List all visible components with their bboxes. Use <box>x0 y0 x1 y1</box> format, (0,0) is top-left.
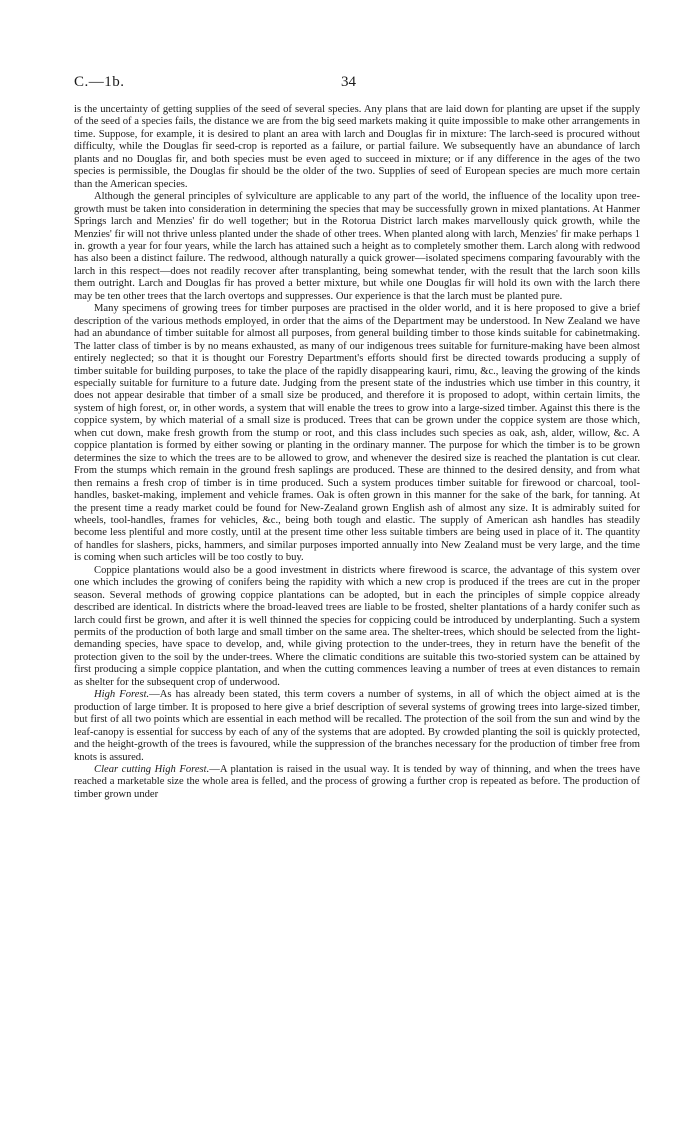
paragraph-text: —As has already been stated, this term covers a number of systems, in all of which the object aimed at is the production of large timber. It is proposed to here give a brief description of several systems of growing trees into large-sized timber, but first of all two points which are essential in each method will be recalled. The protection of the soil from the sun and wind by the leaf-canopy is essential for success by each of any of the systems that are adopted. By crowded planting the soil is quickly protected, and the height-growth of the trees is favoured, while the suppression of the branches necessary for the production of timber free from knots is assured. <box>74 689 640 763</box>
page-header <box>74 74 640 98</box>
paragraph-text: Although the general principles of sylviculture are applicable to any part of the world, the influence of the locality upon tree-growth must be taken into consideration in determining the species that may be successfully grown in mixed plantations. At Hanmer Springs larch and Menzies' fir do well together; but in the Rotorua District larch makes marvellously quick growth, while the Menzies' fir will not thrive unless planted under the shade of other trees. When planted along with larch, Menzies' fir make perhaps 1 in. growth a year for four years, while the larch has attained such a height as to completely smother them. Larch along with redwood has also been a distinct failure. The redwood, although naturally a quick grower—isolated specimens comparing favourably with the larch in this respect—does not readily recover after transplanting, being somewhat tender, with the result that the larch soon kills them outright. Larch and Douglas fir has proved a better mixture, but while one Douglas fir will hold its own with the larch there may be ten other trees that the larch overtops and suppresses. Our experience is that the larch must be planted pure. <box>74 191 640 302</box>
paragraph <box>74 689 640 764</box>
document-body <box>74 104 640 801</box>
paragraph <box>74 191 640 303</box>
section-heading: High Forest. <box>94 689 150 701</box>
paragraph <box>74 565 640 690</box>
paragraph-text: Many specimens of growing trees for timber purposes are practised in the older world, and it is here proposed to give a brief description of the various methods employed, in order that the aims of the Department may be understood. In New Zealand we have had an abundance of timber suitable for almost all purposes, from general building timber to those kinds suitable for cabinetmaking. The latter class of timber is by no means exhausted, as many of our indigenous trees suitable for furniture-making have been almost entirely neglected; so that it is thought our Forestry Department's efforts should first be directed towards producing a supply of timber suitable for building purposes, to take the place of the rapidly disappearing kauri, rimu, &c., leaving the growing of the kinds especially suitable for furniture to a future date. Judging from the present state of the industries which use timber in this country, it does not appear desirable that timber of a small size be produced, and therefore it is proposed to adopt, within certain limits, the system of high forest, or, in other words, a system that will enable the trees to grow into a large-sized timber. Against this there is the coppice system, by which material of a small size is produced. Trees that can be grown under the coppice system are those which, when cut down, make fresh growth from the stump or root, and this class includes such species as oak, ash, alder, willow, &c. A coppice plantation is formed by either sowing or planting in the ordinary manner. The purpose for which the timber is to be grown determines the size to which the trees are to be allowed to grow, and whenever the desired size is reached the plantation is cut clear. From the stumps which remain in the ground fresh saplings are produced. These are thinned to the desired density, and from what then remains a fresh crop of timber is in time produced. Such a system produces timber suitable for firewood or charcoal, tool-handles, basket-making, implement and vehicle frames. Oak is often grown in this manner for the sake of the bark, for tanning. At the present time a ready market could be found for New-Zealand grown English ash of almost any size. It is admirably suited for wheels, tool-handles, frames for vehicles, &c., being both tough and elastic. The supply of American ash handles has steadily become less plentiful and more costly, until at the present time other less suitable timbers are being used in place of it. The quantity of handles for slashers, picks, hammers, and similar purposes imported annually into New Zealand must be very large, and the time is coming when such articles will be too costly to buy. <box>74 303 640 564</box>
paragraph-text: Coppice plantations would also be a good investment in districts where firewood is scarce, the advantage of this system over one which includes the growing of conifers being the rapidity with which a new crop is produced if the trees are cut in the proper season. Several methods of growing coppice plantations can be adopted, but in each the principles of simple coppice already described are identical. In districts where the broad-leaved trees are liable to be frosted, shelter plantations of a hardy conifer such as larch could first be grown, and after it is well thinned the species for coppicing could be introduced by underplanting. Such a system permits of the production of both large and small timber on the same area. The shelter-trees, which should be selected from the light-demanding species, have space to develop, and, while giving protection to the under-trees, they in return have the benefit of the protection given to the soil by the under-trees. Where the climatic conditions are suitable this two-storied system can be attained by first producing a simple coppice plantation, and when the cutting commences leaving a number of trees at even distances to remain as shelter for the subsequent crop of underwood. <box>74 564 640 688</box>
paragraph <box>74 303 640 565</box>
paragraph <box>74 764 640 801</box>
document-reference: C.—1b. <box>74 74 125 90</box>
paragraph <box>74 104 640 191</box>
paragraph-text: is the uncertainty of getting supplies of the seed of several species. Any plans that are laid down for planting are upset if the supply of the seed of a species fails, the distance we are from the big seed markets making it quite impossible to make other arrangements in time. Suppose, for example, it is desired to plant an area with larch and Douglas fir in mixture: The larch-seed is procured without difficulty, while the Douglas fir seed-crop is reported as a failure, or partial failure. We subsequently have an abundance of larch plants and no Douglas fir, and both species must be even aged to succeed in mixture; or if any difference in the ages of the two species is permissible, the Douglas fir should be the older of the two. Supplies of seed of European species are much more certain than the American species. <box>74 104 640 190</box>
paragraph-text: —A plantation is raised in the usual way. It is tended by way of thinning, and when the trees have reached a marketable size the whole area is felled, and the process of growing a further crop is repeated as before. The production of timber grown under <box>74 764 640 800</box>
page-number: 34 <box>341 74 356 90</box>
section-heading: Clear cutting High Forest. <box>94 764 210 776</box>
